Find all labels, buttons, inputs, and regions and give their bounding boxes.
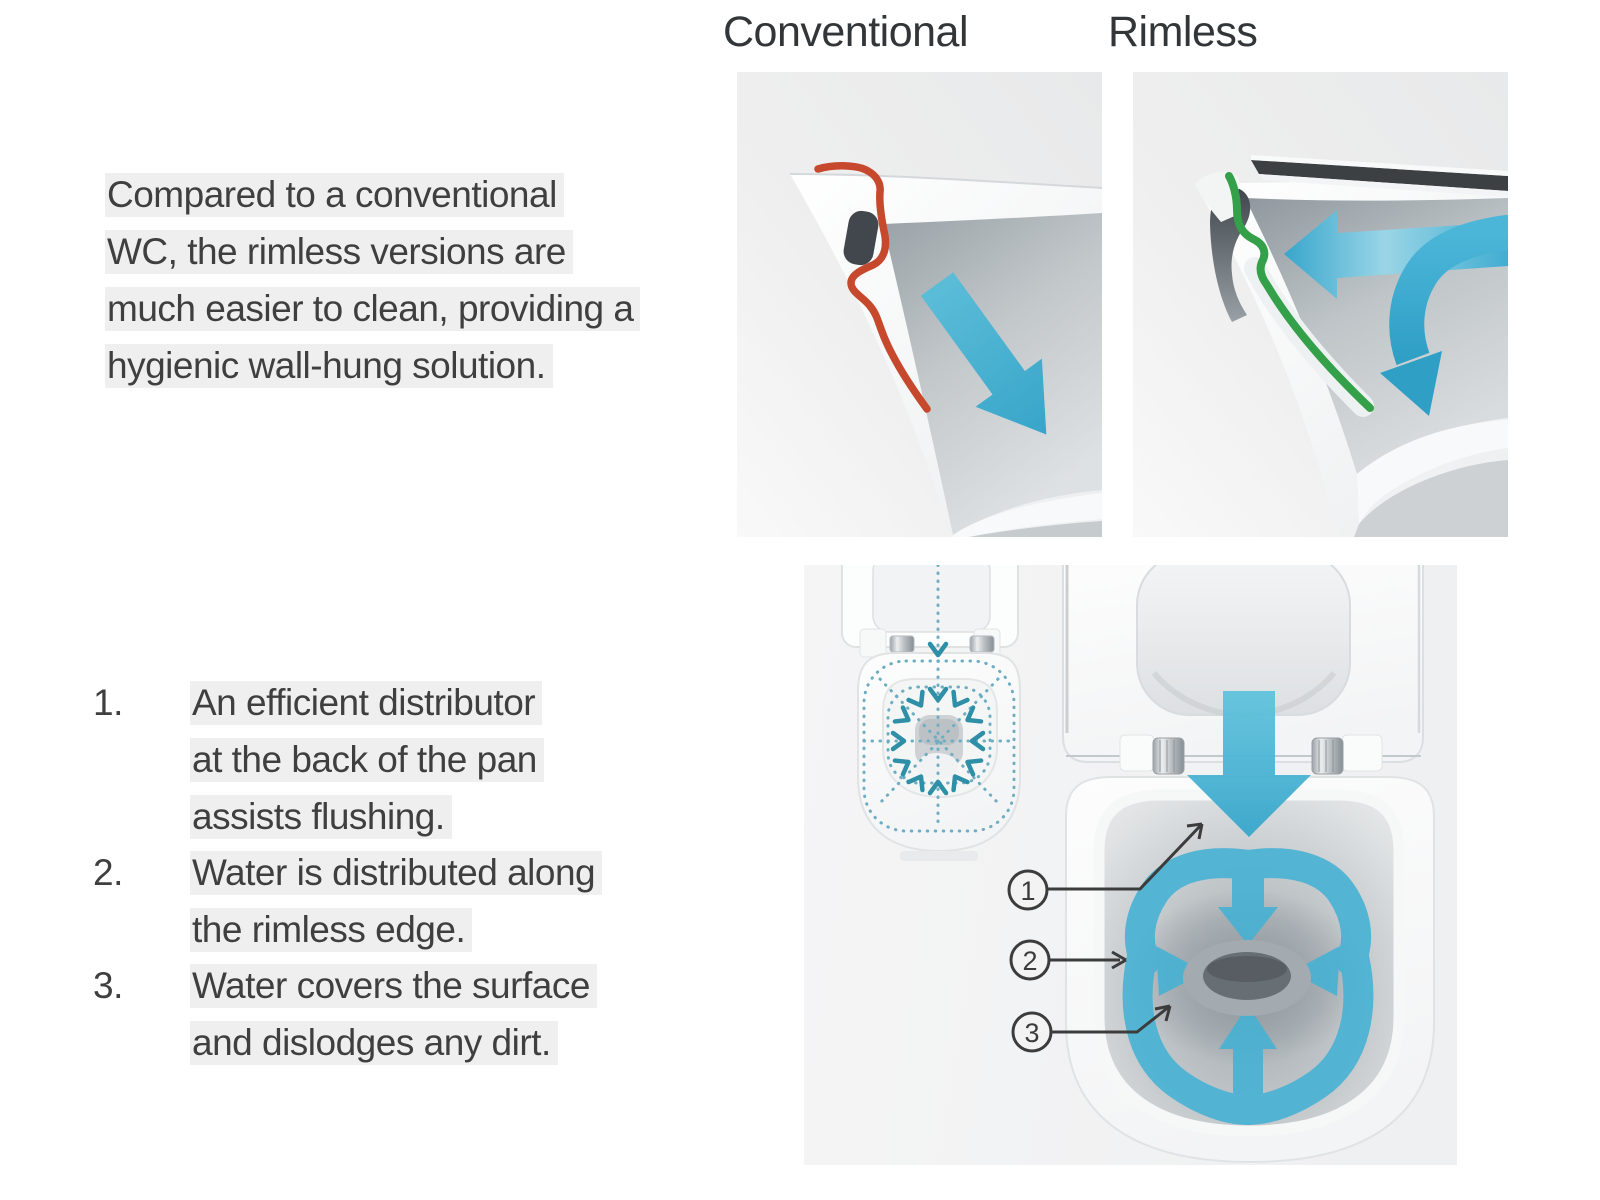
rimless-top-view <box>1063 565 1434 1162</box>
hinge <box>890 636 914 652</box>
drain-shadow <box>1207 956 1287 982</box>
step-text-line: at the back of the pan <box>190 731 780 788</box>
intro-paragraph <box>105 166 640 394</box>
hinge <box>1312 738 1343 774</box>
hinge-arm <box>860 629 886 657</box>
step-text-line: An efficient distributor <box>190 674 780 731</box>
conventional-illustration <box>737 72 1102 537</box>
intro-line: hygienic wall-hung solution. <box>105 337 640 394</box>
step-text-line: Water is distributed along <box>190 844 780 901</box>
hinge-arm <box>1120 735 1154 771</box>
flush-diagram <box>804 565 1457 1165</box>
hinge <box>970 636 994 652</box>
intro-line: WC, the rimless versions are <box>105 223 640 280</box>
step-text-line: and dislodges any dirt. <box>190 1014 780 1071</box>
distributor-top-view <box>842 565 1020 861</box>
intro-line: Compared to a conventional <box>105 166 640 223</box>
callout-3-label: 3 <box>1024 1018 1040 1048</box>
hinge <box>1153 738 1184 774</box>
intro-line: much easier to clean, providing a <box>105 280 640 337</box>
step-number: 2. <box>93 852 123 893</box>
step-number: 3. <box>93 965 123 1006</box>
callout-2-label: 2 <box>1022 946 1038 976</box>
conventional-label: Conventional <box>723 8 969 56</box>
step-text-line: Water covers the surface <box>190 957 780 1014</box>
lid-recess <box>873 565 990 632</box>
step-text-line: assists flushing. <box>190 788 780 845</box>
pan-base <box>900 851 978 861</box>
rimless-label: Rimless <box>1108 8 1258 56</box>
callout-1-label: 1 <box>1020 876 1036 906</box>
hinge-arm <box>1342 735 1382 771</box>
rimless-illustration <box>1133 72 1508 537</box>
step-text-line: the rimless edge. <box>190 901 780 958</box>
step-number: 1. <box>93 682 123 723</box>
